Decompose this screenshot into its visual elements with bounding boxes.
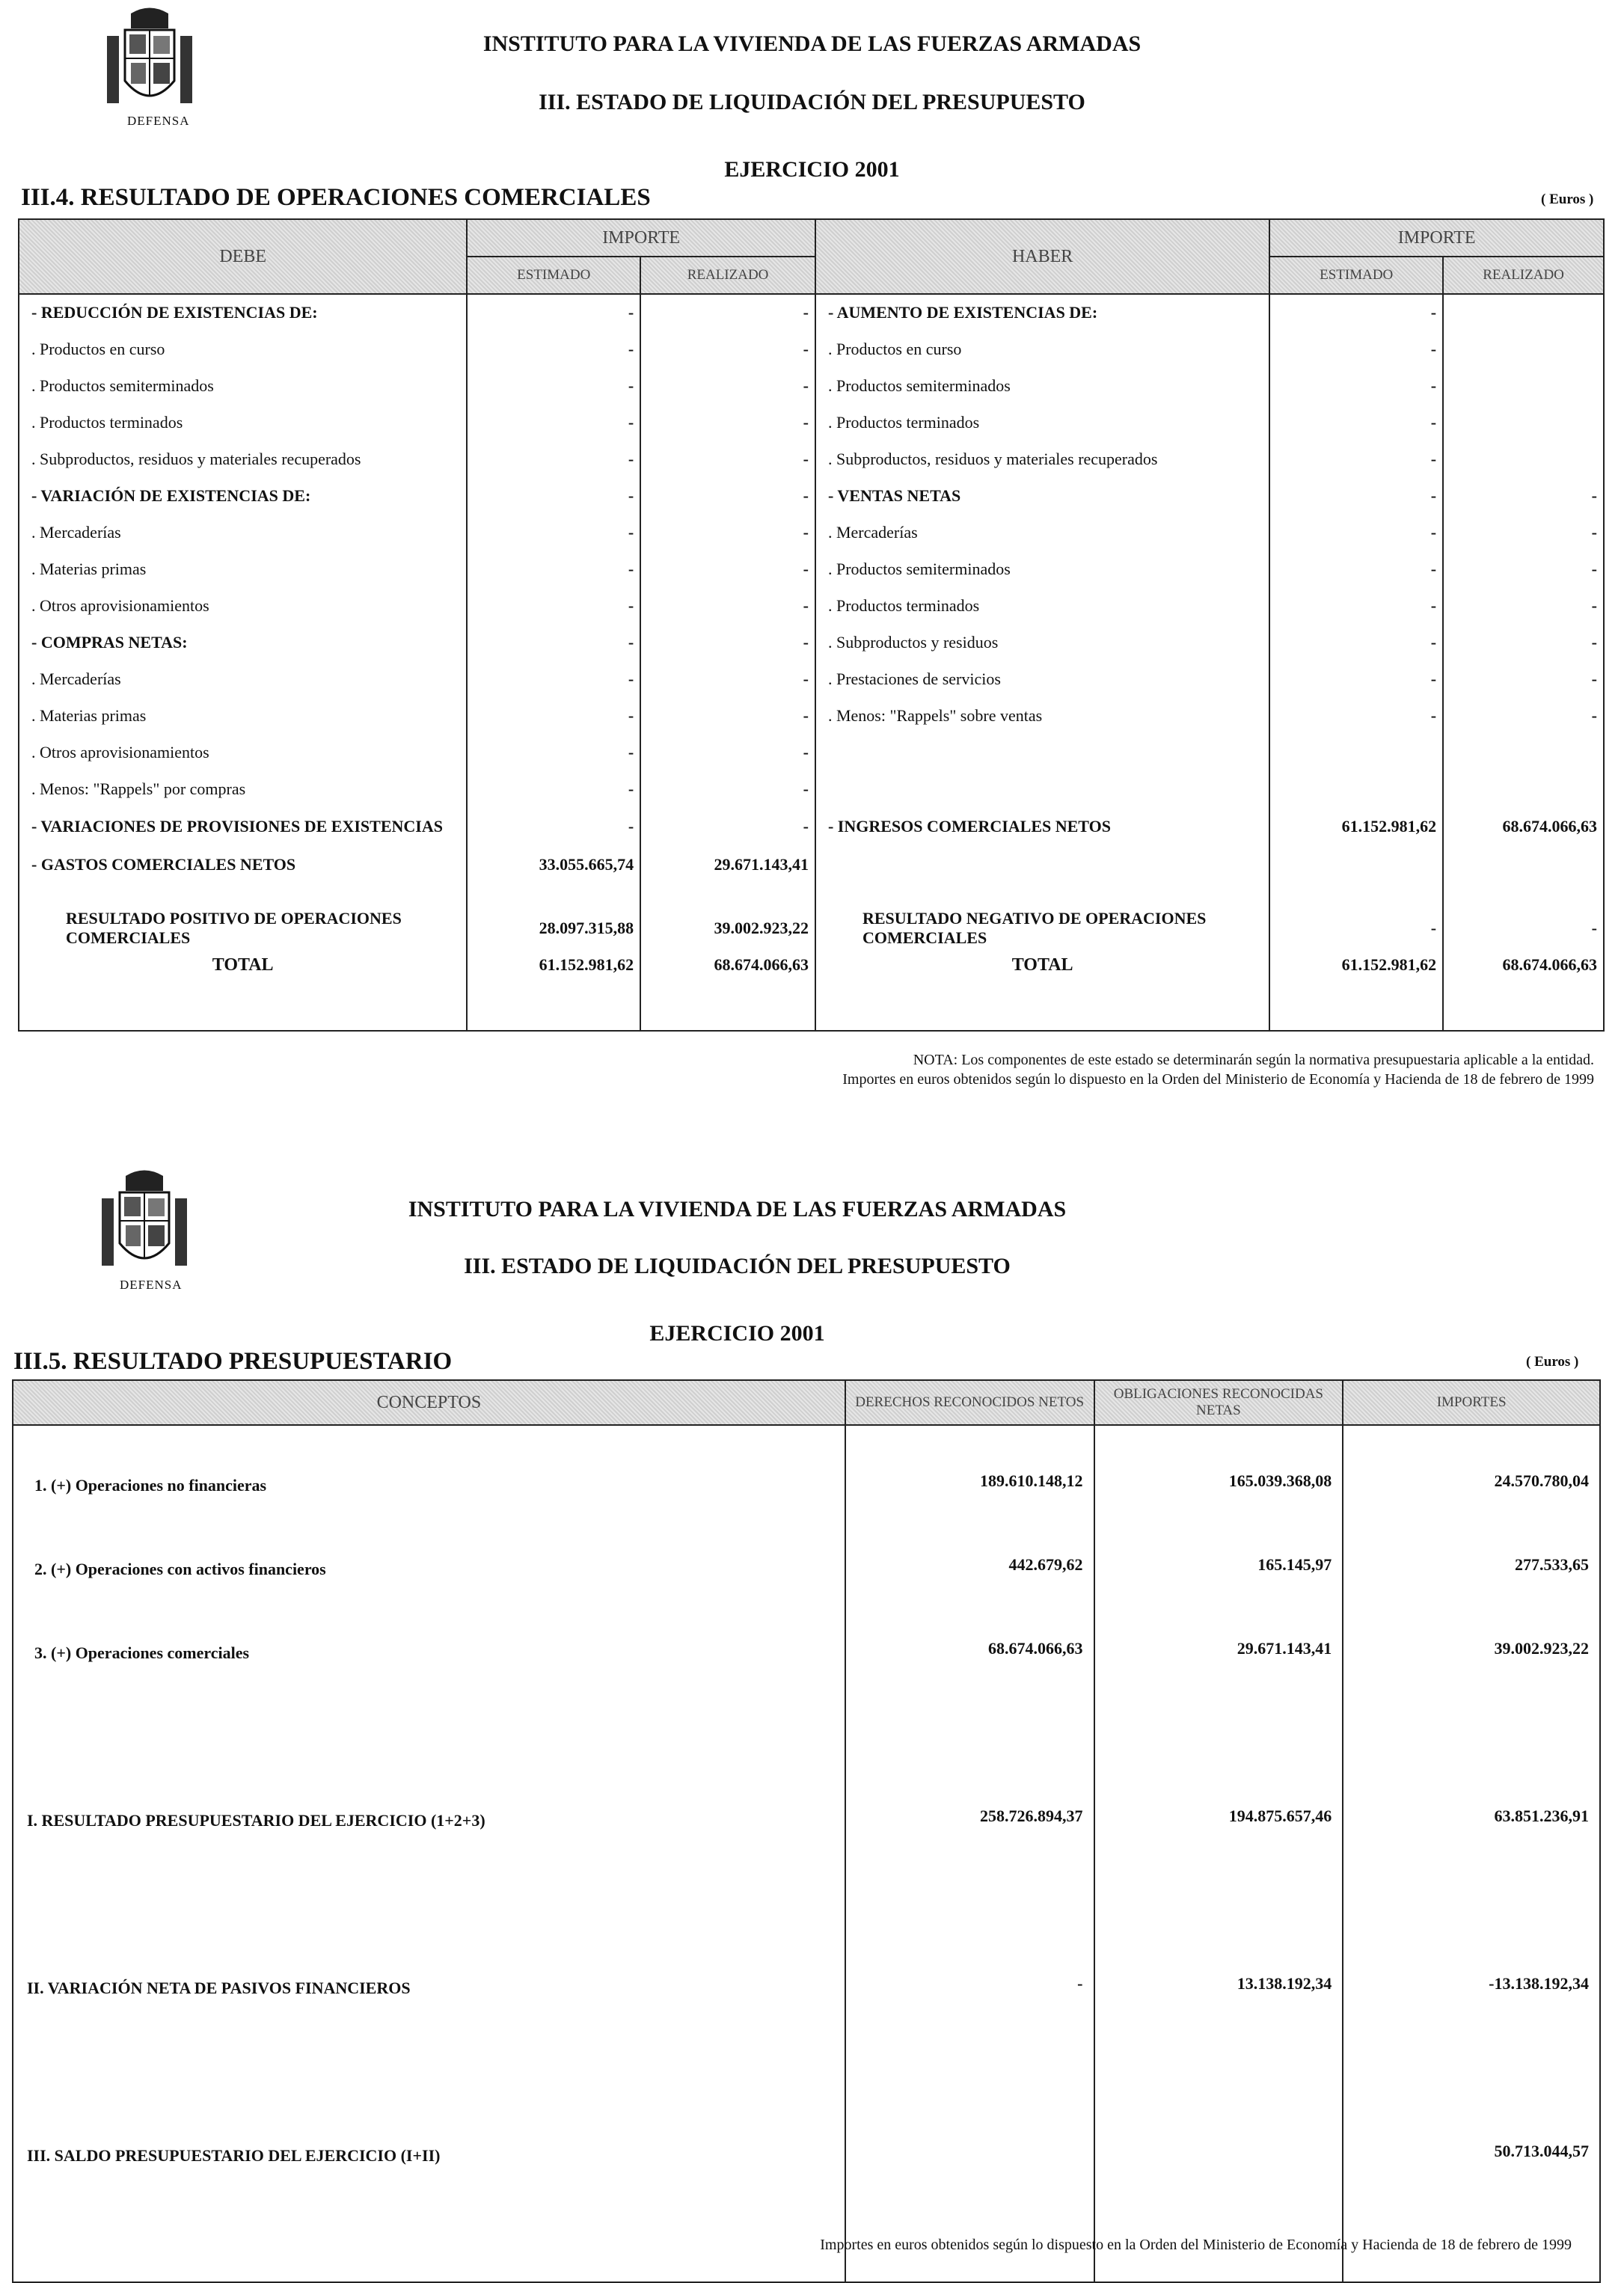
- haber-concept: . Mercaderías: [815, 514, 1269, 551]
- table-row: [19, 770, 1604, 807]
- debe-estimado: -: [467, 697, 640, 734]
- debe-realizado: -: [640, 441, 815, 477]
- crest-label: DEFENSA: [120, 1278, 183, 1292]
- debe-concept: . Productos semiterminados: [19, 367, 467, 404]
- debe-concept: . Materias primas: [19, 697, 467, 734]
- haber-realizado: -: [1443, 551, 1604, 587]
- resultado-negativo-realizado: -: [1443, 905, 1604, 951]
- debe-concept: . Mercaderías: [19, 514, 467, 551]
- header-realizado: REALIZADO: [640, 257, 815, 294]
- header-obligaciones: OBLIGACIONES RECONOCIDAS NETAS: [1094, 1380, 1343, 1425]
- header-realizado: REALIZADO: [1443, 257, 1604, 294]
- debe-realizado: -: [640, 661, 815, 697]
- haber-estimado: -: [1269, 441, 1443, 477]
- total-debe-realizado: 68.674.066,63: [640, 951, 815, 978]
- table-row: [19, 734, 1604, 770]
- debe-estimado: -: [467, 477, 640, 514]
- debe-realizado: 29.671.143,41: [640, 846, 815, 883]
- header-importes: IMPORTES: [1343, 1380, 1600, 1425]
- table-row: [19, 367, 1604, 404]
- resultado-negativo-estimado: -: [1269, 905, 1443, 951]
- institution-header: INSTITUTO PARA LA VIVIENDA DE LAS FUERZAS ARMADAS: [408, 1197, 1067, 1222]
- debe-realizado: -: [640, 294, 815, 331]
- header-estimado: ESTIMADO: [467, 257, 640, 294]
- haber-realizado: -: [1443, 661, 1604, 697]
- haber-estimado: [1269, 846, 1443, 883]
- haber-estimado: 61.152.981,62: [1269, 807, 1443, 846]
- exercise-year: EJERCICIO 2001: [649, 1321, 825, 1346]
- haber-estimado: [1269, 770, 1443, 807]
- debe-realizado: -: [640, 807, 815, 846]
- debe-estimado: -: [467, 514, 640, 551]
- institution-header: INSTITUTO PARA LA VIVIENDA DE LAS FUERZAS ARMADAS: [482, 31, 1142, 56]
- header-haber: HABER: [815, 219, 1269, 294]
- haber-realizado: -: [1443, 587, 1604, 624]
- table-row: [19, 514, 1604, 551]
- resultado-positivo-label: RESULTADO POSITIVO DE OPERACIONES COMERCIALES: [19, 905, 467, 951]
- debe-estimado: -: [467, 734, 640, 770]
- haber-estimado: -: [1269, 294, 1443, 331]
- table-row: II. VARIACIÓN NETA DE PASIVOS FINANCIEROS - 13.138.192,34 -13.138.192,34: [13, 1835, 1600, 2002]
- haber-concept: - AUMENTO DE EXISTENCIAS DE:: [815, 294, 1269, 331]
- haber-concept: - VENTAS NETAS: [815, 477, 1269, 514]
- table-row: [19, 551, 1604, 587]
- debe-realizado: -: [640, 331, 815, 367]
- haber-estimado: [1269, 734, 1443, 770]
- table-row: [19, 404, 1604, 441]
- haber-realizado: -: [1443, 477, 1604, 514]
- haber-estimado: -: [1269, 551, 1443, 587]
- haber-concept: [815, 846, 1269, 883]
- haber-estimado: -: [1269, 587, 1443, 624]
- haber-estimado: -: [1269, 697, 1443, 734]
- debe-concept: - REDUCCIÓN DE EXISTENCIAS DE:: [19, 294, 467, 331]
- total-haber-estimado: 61.152.981,62: [1269, 951, 1443, 978]
- header-derechos: DERECHOS RECONOCIDOS NETOS: [845, 1380, 1094, 1425]
- debe-estimado: -: [467, 587, 640, 624]
- haber-concept: - INGRESOS COMERCIALES NETOS: [815, 807, 1269, 846]
- header-estimado: ESTIMADO: [1269, 257, 1443, 294]
- haber-realizado: -: [1443, 697, 1604, 734]
- debe-concept: . Mercaderías: [19, 661, 467, 697]
- debe-concept: - VARIACIÓN DE EXISTENCIAS DE:: [19, 477, 467, 514]
- debe-estimado: -: [467, 551, 640, 587]
- table-row: 2. (+) Operaciones con activos financieros 442.679,62 165.145,97 277.533,65: [13, 1500, 1600, 1584]
- haber-estimado: -: [1269, 367, 1443, 404]
- table-row: [19, 331, 1604, 367]
- haber-realizado: [1443, 294, 1604, 331]
- total-haber-realizado: 68.674.066,63: [1443, 951, 1604, 978]
- units-label: ( Euros ): [1526, 1354, 1579, 1370]
- debe-realizado: -: [640, 624, 815, 661]
- debe-concept: - COMPRAS NETAS:: [19, 624, 467, 661]
- section-title: III.4. RESULTADO DE OPERACIONES COMERCIALES: [21, 184, 651, 211]
- header-conceptos: CONCEPTOS: [13, 1380, 845, 1425]
- debe-concept: . Otros aprovisionamientos: [19, 734, 467, 770]
- debe-concept: . Productos terminados: [19, 404, 467, 441]
- header-importe-debe: IMPORTE: [467, 219, 815, 257]
- debe-realizado: -: [640, 514, 815, 551]
- note-importes: Importes en euros obtenidos según lo dispuesto en la Orden del Ministerio de Economía y Hacienda de 18 de febrero de 1999: [820, 2237, 1572, 2253]
- table-row: [19, 807, 1604, 846]
- section-title: III.5. RESULTADO PRESUPUESTARIO: [13, 1348, 453, 1375]
- debe-realizado: -: [640, 367, 815, 404]
- haber-estimado: -: [1269, 331, 1443, 367]
- debe-realizado: -: [640, 770, 815, 807]
- haber-concept: [815, 770, 1269, 807]
- total-debe-estimado: 61.152.981,62: [467, 951, 640, 978]
- debe-concept: . Subproductos, residuos y materiales recuperados: [19, 441, 467, 477]
- table-row: 3. (+) Operaciones comerciales 68.674.066,63 29.671.143,41 39.002.923,22: [13, 1584, 1600, 1667]
- debe-estimado: -: [467, 807, 640, 846]
- haber-realizado: -: [1443, 514, 1604, 551]
- debe-estimado: 33.055.665,74: [467, 846, 640, 883]
- haber-estimado: -: [1269, 404, 1443, 441]
- haber-concept: . Productos terminados: [815, 587, 1269, 624]
- debe-estimado: -: [467, 294, 640, 331]
- table-row: [19, 624, 1604, 661]
- haber-realizado: [1443, 441, 1604, 477]
- exercise-year: EJERCICIO 2001: [724, 157, 900, 182]
- debe-estimado: -: [467, 661, 640, 697]
- debe-realizado: -: [640, 734, 815, 770]
- operaciones-comerciales-table: [18, 218, 1605, 1032]
- debe-estimado: -: [467, 331, 640, 367]
- debe-realizado: -: [640, 697, 815, 734]
- note-importes: Importes en euros obtenidos según lo dispuesto en la Orden del Ministerio de Economía y Hacienda de 18 de febrero de 1999: [842, 1071, 1594, 1088]
- report-header: III. ESTADO DE LIQUIDACIÓN DEL PRESUPUESTO: [539, 90, 1085, 114]
- haber-concept: . Prestaciones de servicios: [815, 661, 1269, 697]
- haber-realizado: [1443, 331, 1604, 367]
- debe-concept: . Materias primas: [19, 551, 467, 587]
- haber-estimado: -: [1269, 624, 1443, 661]
- report-header: III. ESTADO DE LIQUIDACIÓN DEL PRESUPUESTO: [464, 1254, 1011, 1278]
- debe-estimado: -: [467, 770, 640, 807]
- haber-concept: . Productos en curso: [815, 331, 1269, 367]
- haber-realizado: -: [1443, 624, 1604, 661]
- table-row: [19, 661, 1604, 697]
- table-row: 1. (+) Operaciones no financieras 189.610.148,12 165.039.368,08 24.570.780,04: [13, 1425, 1600, 1500]
- table-row: [19, 697, 1604, 734]
- haber-estimado: -: [1269, 514, 1443, 551]
- debe-estimado: -: [467, 624, 640, 661]
- debe-concept: - GASTOS COMERCIALES NETOS: [19, 846, 467, 883]
- haber-concept: [815, 734, 1269, 770]
- haber-concept: . Productos semiterminados: [815, 367, 1269, 404]
- units-label: ( Euros ): [1541, 191, 1594, 207]
- debe-concept: . Menos: "Rappels" por compras: [19, 770, 467, 807]
- debe-concept: . Otros aprovisionamientos: [19, 587, 467, 624]
- haber-estimado: -: [1269, 477, 1443, 514]
- debe-realizado: -: [640, 587, 815, 624]
- table-row: [19, 441, 1604, 477]
- table-row: [19, 477, 1604, 514]
- table-row: I. RESULTADO PRESUPUESTARIO DEL EJERCICIO (1+2+3) 258.726.894,37 194.875.657,46 63.851.236,91: [13, 1667, 1600, 1835]
- debe-realizado: -: [640, 477, 815, 514]
- debe-concept: . Productos en curso: [19, 331, 467, 367]
- haber-realizado: [1443, 770, 1604, 807]
- haber-concept: . Productos semiterminados: [815, 551, 1269, 587]
- haber-realizado: [1443, 367, 1604, 404]
- debe-estimado: -: [467, 441, 640, 477]
- debe-concept: - VARIACIONES DE PROVISIONES DE EXISTENCIAS: [19, 807, 467, 846]
- total-label: TOTAL: [815, 951, 1269, 978]
- header-debe: DEBE: [19, 219, 467, 294]
- resultado-positivo-realizado: 39.002.923,22: [640, 905, 815, 951]
- haber-concept: . Subproductos, residuos y materiales recuperados: [815, 441, 1269, 477]
- header-importe-haber: IMPORTE: [1269, 219, 1604, 257]
- haber-realizado: 68.674.066,63: [1443, 807, 1604, 846]
- debe-realizado: -: [640, 551, 815, 587]
- resultado-presupuestario-table: [12, 1379, 1601, 2283]
- table-row: [19, 846, 1604, 883]
- note-nota: NOTA: Los componentes de este estado se determinarán según la normativa presupuestaria aplicable a la entidad.: [913, 1052, 1594, 1068]
- resultado-positivo-estimado: 28.097.315,88: [467, 905, 640, 951]
- haber-estimado: -: [1269, 661, 1443, 697]
- table-row: III. SALDO PRESUPUESTARIO DEL EJERCICIO (I+II) 50.713.044,57: [13, 2002, 1600, 2170]
- haber-realizado: [1443, 846, 1604, 883]
- table-row: [19, 294, 1604, 331]
- debe-realizado: -: [640, 404, 815, 441]
- haber-concept: . Productos terminados: [815, 404, 1269, 441]
- haber-concept: . Subproductos y residuos: [815, 624, 1269, 661]
- total-label: TOTAL: [19, 951, 467, 978]
- crest-label: DEFENSA: [127, 114, 190, 128]
- haber-concept: . Menos: "Rappels" sobre ventas: [815, 697, 1269, 734]
- haber-realizado: [1443, 404, 1604, 441]
- resultado-negativo-label: RESULTADO NEGATIVO DE OPERACIONES COMERCIALES: [815, 905, 1269, 951]
- table-row: [19, 587, 1604, 624]
- debe-estimado: -: [467, 367, 640, 404]
- debe-estimado: -: [467, 404, 640, 441]
- haber-realizado: [1443, 734, 1604, 770]
